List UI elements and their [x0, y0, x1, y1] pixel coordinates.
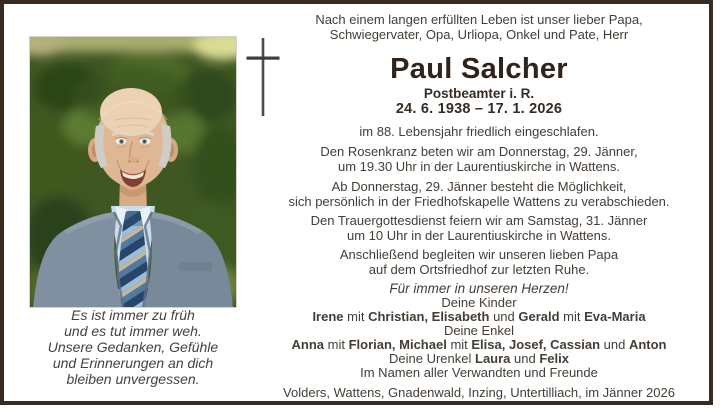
farewell-info: Ab Donnerstag, 29. Jänner besteht die Möglichkeit, sich persönlich in der Friedhofskapelle Wattens zu verabschieden.: [288, 179, 670, 209]
verse-line: und es tut immer weh.: [64, 323, 202, 339]
memorial-verse: [13, 307, 253, 387]
intro-line: Schwiegervater, Opa, Urliopa, Onkel und Pate, Herr: [329, 27, 629, 42]
intro-line: Nach einem langen erfüllten Leben ist unser lieber Papa,: [315, 12, 643, 27]
in-names-line: Im Namen aller Verwandten und Freunde: [360, 365, 598, 380]
life-dates: 24. 6. 1938 – 17. 1. 2026: [395, 101, 563, 117]
grandchildren-label: Deine Enkel: [443, 323, 515, 338]
chest-pocket: [179, 262, 212, 271]
verse-line: bleiben unvergessen.: [66, 371, 200, 387]
verse-line: Es ist immer zu früh: [71, 307, 195, 323]
service-info: Den Trauergottesdienst feiern wir am Samstag, 31. Jänner um 10 Uhr in der Laurentiuskirche in Wattens.: [310, 213, 648, 243]
family-section: [242, 296, 716, 380]
verse-line: Unsere Gedanken, Gefühle: [47, 339, 219, 355]
great-grandchildren-names: Deine Urenkel Laura und Felix: [389, 351, 569, 366]
notice-text: [242, 12, 716, 400]
verse-line: und Erinnerungen an dich: [52, 355, 214, 371]
burial-info: Anschließend begleiten wir unseren lieben Papa auf dem Ortsfriedhof zur letzten Ruhe.: [339, 247, 619, 277]
portrait-photo: [29, 36, 237, 308]
rosary-info: Den Rosenkranz beten wir am Donnerstag, 29. Jänner, um 19.30 Uhr in der Laurentiuskirche in Wattens.: [320, 144, 638, 174]
intro-lines: [242, 12, 716, 42]
memorial-motto: Für immer in unseren Herzen!: [389, 281, 569, 296]
passing-line: im 88. Lebensjahr friedlich eingeschlafen.: [359, 124, 599, 139]
places-line: Volders, Wattens, Gnadenwald, Inzing, Untertilliach, im Jänner 2026: [283, 385, 675, 400]
children-label: Deine Kinder: [441, 295, 517, 310]
profession: Postbeamter i. R.: [423, 86, 535, 101]
deceased-name: Paul Salcher: [390, 53, 568, 85]
children-names: Irene mit Christian, Elisabeth und Gerald mit Eva-Maria: [312, 309, 646, 324]
grandchildren-names: Anna mit Florian, Michael mit Elisa, Josef, Cassian und Anton: [291, 337, 667, 352]
